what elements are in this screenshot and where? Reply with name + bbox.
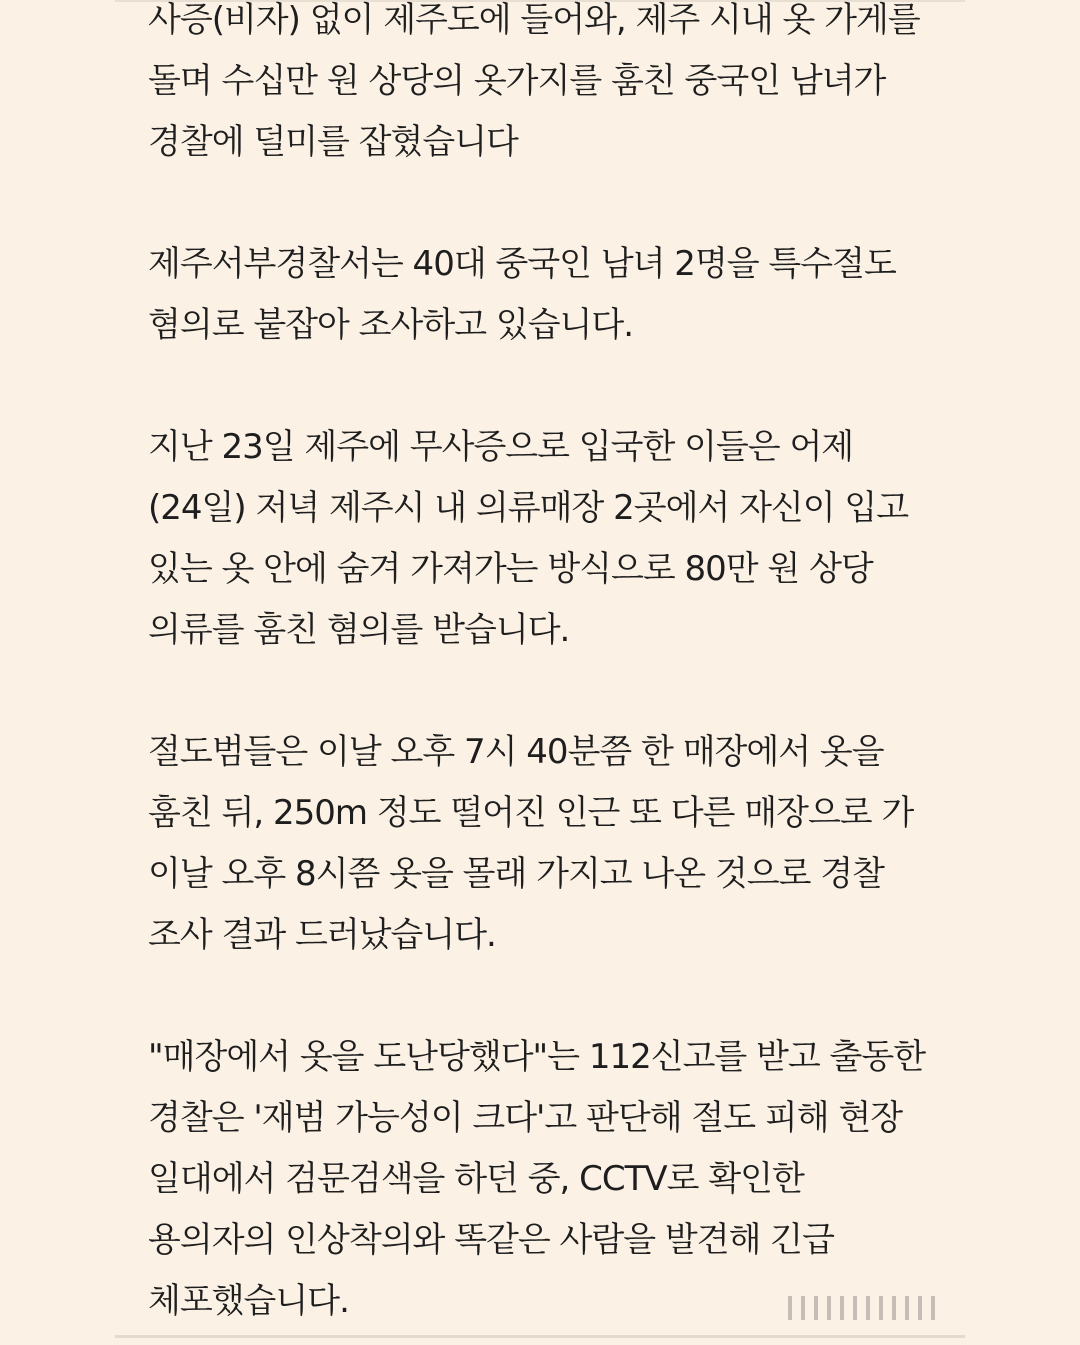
news-article-body xyxy=(148,0,938,1332)
article-paragraph: "매장에서 옷을 도난당했다"는 112신고를 받고 출동한 경찰은 '재범 가능성이 크다'고 판단해 절도 피해 현장 일대에서 검문검색을 하던 중, CCTV로 확인한 용의자의 인상착의와 똑같은 사람을 발견해 긴급 체포했습니다. xyxy=(148,1037,926,1321)
article-paragraph: 제주서부경찰서는 40대 중국인 남녀 2명을 특수절도 혐의로 붙잡아 조사하고 있습니다. xyxy=(148,244,896,345)
bottom-divider xyxy=(115,1335,965,1338)
article-paragraph: 사증(비자) 없이 제주도에 들어와, 제주 시내 옷 가게를 돌며 수십만 원 상당의 옷가지를 훔친 중국인 남녀가 경찰에 덜미를 잡혔습니다 xyxy=(148,0,920,162)
article-paragraph: 절도범들은 이날 오후 7시 40분쯤 한 매장에서 옷을 훔친 뒤, 250m 정도 떨어진 인근 또 다른 매장으로 가 이날 오후 8시쯤 옷을 몰래 가지고 나온 것으로 경찰 조사 결과 드러났습니다. xyxy=(148,732,914,955)
article-paragraph: 지난 23일 제주에 무사증으로 입국한 이들은 어제(24일) 저녁 제주시 내 의류매장 2곳에서 자신이 입고 있는 옷 안에 숨겨 가져가는 방식으로 80만 원 상당 의류를 훔친 혐의를 받습니다. xyxy=(148,427,909,650)
watermark-mark xyxy=(788,1294,935,1320)
